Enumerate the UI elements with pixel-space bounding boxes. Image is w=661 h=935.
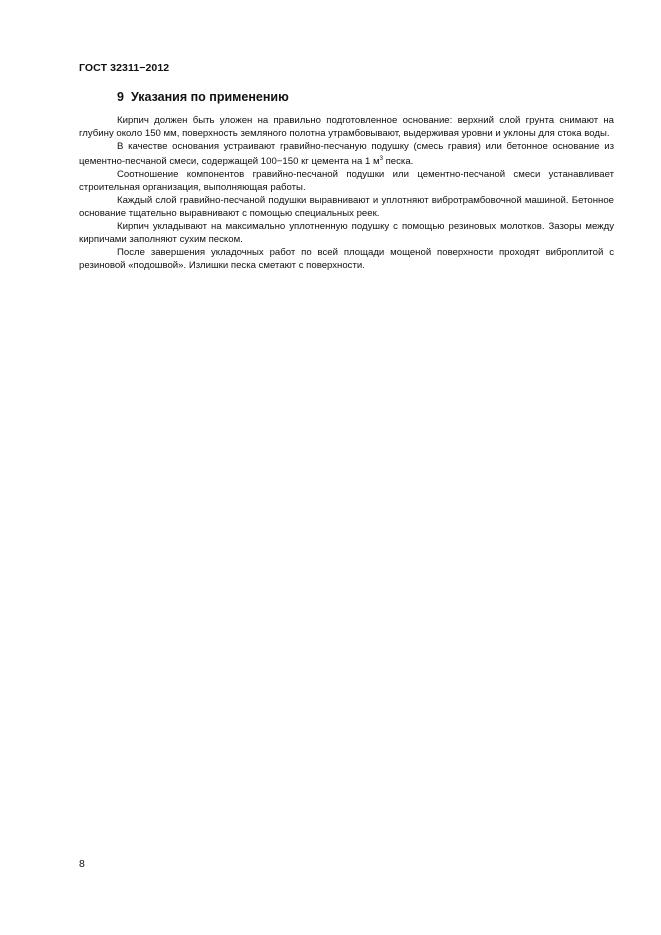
section-heading [117,90,289,104]
paragraph-laying: Кирпич укладывают на максимально уплотненную подушку с помощью резиновых молотков. Зазоры между кирпичами заполняют сухим песком. [79,221,614,246]
paragraph-component-ratio: Соотношение компонентов гравийно-песчаной подушки или цементно-песчаной смеси устанавливает строительная организация, выполняющая работы. [79,169,614,194]
section-body [79,114,614,272]
paragraph-base-preparation: Кирпич должен быть уложен на правильно подготовленное основание: верхний слой грунта снимают на глубину около 150 мм, поверхность земляного полотна утрамбовывают, выдерживая уровни и уклоны для стока воды. [79,115,614,139]
paragraph-base-types-end: песка. [382,156,414,168]
paragraph-finishing: После завершения укладочных работ по всей площади мощеной поверхности проходят виброплитой с резиновой «подошвой». Излишки песка сметают с поверхности. [79,247,614,272]
paragraph-base-types [79,140,614,168]
paragraph-compaction: Каждый слой гравийно-песчаной подушки выравнивают и уплотняют вибротрамбовочной машиной. Бетонное основание тщательно выравнивают с помощью специальных реек. [79,195,614,220]
paragraph-base-types-text: В качестве основания устраивают гравийно-песчаную подушку (смесь гравия) или бетонное основание из цементно-песчаной смеси, содержащей 100−150 кг цемента на 1 м [79,141,614,168]
page-number: 8 [79,858,85,870]
cubic-superscript: 3 [379,156,383,162]
section-title-text: Указания по применению [130,90,289,104]
document-code-header: ГОСТ 32311−2012 [79,62,170,74]
section-number: 9 [117,90,124,104]
